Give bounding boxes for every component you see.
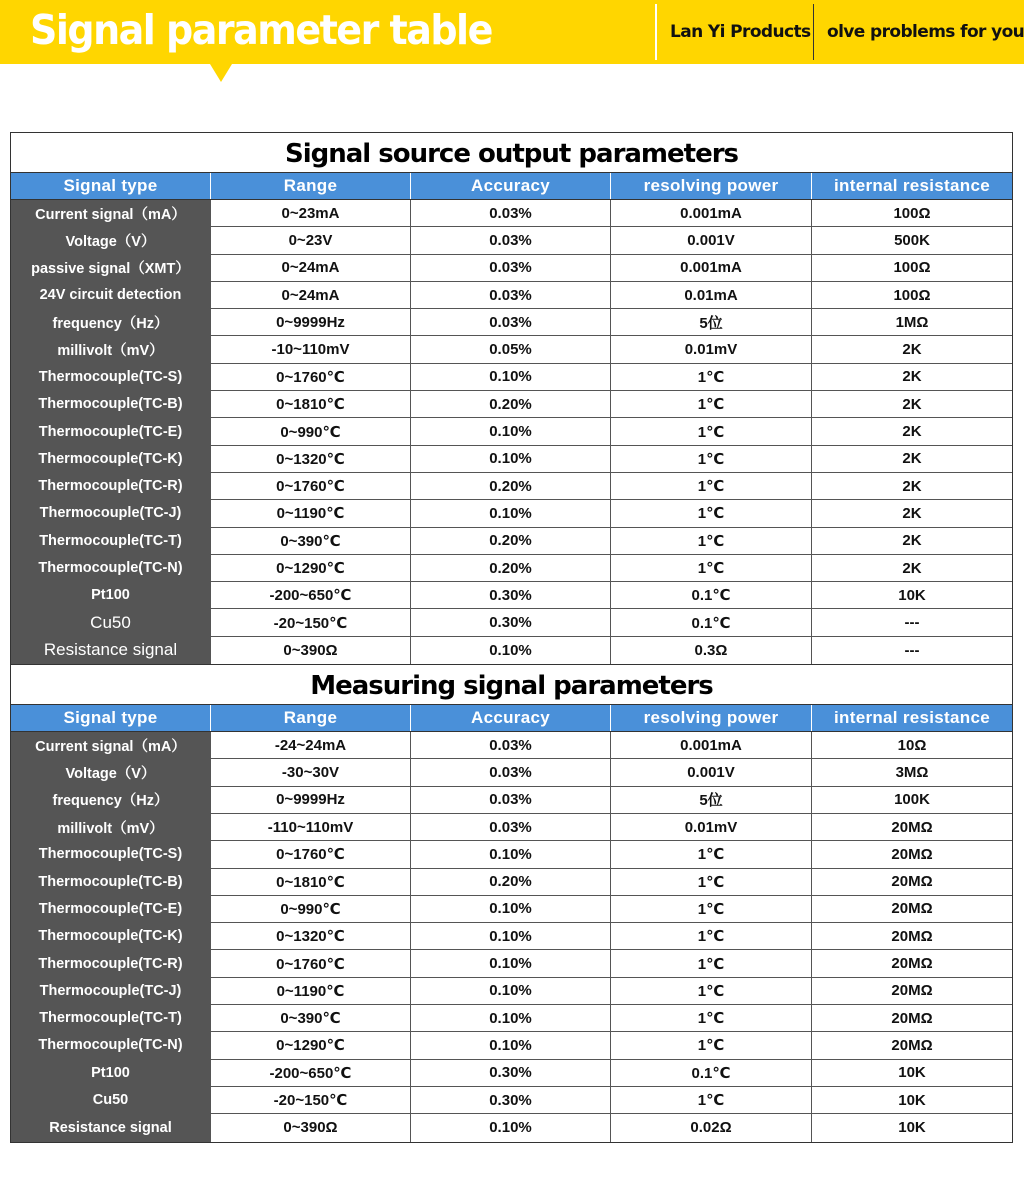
banner-divider — [813, 4, 814, 60]
table-cell: 0~1190℃ — [211, 500, 411, 526]
table-cell: 1℃ — [611, 869, 812, 895]
table-cell: 2K — [902, 477, 922, 495]
signal-type-cell: Voltage（V） — [11, 227, 211, 253]
table-cell: 0~1760℃ — [211, 950, 411, 976]
table-cell: 0~23mA — [211, 200, 411, 226]
table-cell: 10K — [898, 1064, 926, 1082]
table-cell: 20MΩ — [891, 1009, 933, 1027]
signal-type-cell: Resistance signal — [11, 1114, 211, 1141]
signal-type-cell: Pt100 — [11, 582, 211, 608]
signal-type-cell: Voltage（V） — [11, 759, 211, 785]
table-cell: 0.30% — [411, 1087, 611, 1113]
signal-type-cell: Thermocouple(TC-S) — [11, 841, 211, 867]
signal-type-cell: Thermocouple(TC-K) — [11, 923, 211, 949]
table-cell: -20~150℃ — [211, 1087, 411, 1113]
table-row — [11, 364, 1012, 391]
table-cell: 20MΩ — [891, 845, 933, 863]
table-cell: 100Ω — [893, 286, 931, 304]
table-cell: -30~30V — [211, 759, 411, 785]
table-cell: 100Ω — [893, 204, 931, 222]
table-cell: 1℃ — [611, 923, 812, 949]
table-cell: 0~9999Hz — [211, 787, 411, 813]
table-row — [11, 391, 1012, 418]
table-cell: 1℃ — [611, 1087, 812, 1113]
table-row — [11, 732, 1012, 759]
table-row — [11, 582, 1012, 609]
table-cell: 1℃ — [611, 500, 812, 526]
table-row — [11, 1087, 1012, 1114]
table-cell: 1℃ — [611, 446, 812, 472]
table-row — [11, 637, 1012, 664]
table-cell: 0~390℃ — [211, 1005, 411, 1031]
table-cell: 0~1290℃ — [211, 555, 411, 581]
table-cell: 0~990℃ — [211, 896, 411, 922]
table-header-row — [11, 705, 1012, 732]
table-cell: 0.10% — [411, 637, 611, 664]
source-table-body — [11, 200, 1012, 664]
table-cell: 0.1℃ — [611, 609, 812, 635]
table-row — [11, 336, 1012, 363]
table-cell: 100K — [894, 791, 930, 809]
table-cell: 1℃ — [611, 528, 812, 554]
table-cell: 0.03% — [411, 282, 611, 308]
signal-type-cell: Thermocouple(TC-J) — [11, 500, 211, 526]
table-row — [11, 255, 1012, 282]
column-header: Signal type — [11, 173, 211, 199]
table-row — [11, 528, 1012, 555]
table-row — [11, 609, 1012, 636]
table-cell: 0~1810℃ — [211, 391, 411, 417]
section-title-measure: Measuring signal parameters — [11, 664, 1012, 705]
column-header: Accuracy — [411, 705, 611, 731]
table-cell: -10~110mV — [211, 336, 411, 362]
table-row — [11, 500, 1012, 527]
signal-type-cell: Thermocouple(TC-E) — [11, 896, 211, 922]
table-row — [11, 1060, 1012, 1087]
table-cell: 1℃ — [611, 896, 812, 922]
table-cell: 2K — [902, 504, 922, 522]
table-cell: 20MΩ — [891, 818, 933, 836]
table-row — [11, 418, 1012, 445]
table-row — [11, 841, 1012, 868]
table-cell: 1℃ — [611, 364, 812, 390]
table-cell: 5位 — [611, 309, 812, 335]
column-header: internal resistance — [812, 173, 1012, 199]
table-cell: -110~110mV — [211, 814, 411, 840]
column-header: Accuracy — [411, 173, 611, 199]
table-row — [11, 1114, 1012, 1141]
table-cell: 0~24mA — [211, 282, 411, 308]
signal-type-cell: Resistance signal — [11, 637, 211, 664]
table-cell: 3MΩ — [895, 763, 929, 781]
table-cell: 500K — [894, 231, 930, 249]
table-row — [11, 1032, 1012, 1059]
table-row — [11, 309, 1012, 336]
table-cell: 0.001mA — [611, 732, 812, 758]
signal-type-cell: Current signal（mA） — [11, 732, 211, 758]
table-cell: 0.10% — [411, 896, 611, 922]
signal-type-cell: Cu50 — [11, 1087, 211, 1113]
table-cell: 0~1760℃ — [211, 364, 411, 390]
signal-type-cell: Thermocouple(TC-B) — [11, 391, 211, 417]
table-cell: 0.20% — [411, 473, 611, 499]
table-cell: 0.01mV — [611, 336, 812, 362]
table-cell: 20MΩ — [891, 927, 933, 945]
table-cell: 0~390Ω — [211, 637, 411, 664]
table-cell: 20MΩ — [891, 1036, 933, 1054]
table-row — [11, 200, 1012, 227]
signal-type-cell: Thermocouple(TC-J) — [11, 978, 211, 1004]
column-header: internal resistance — [812, 705, 1012, 731]
table-cell: 1℃ — [611, 418, 812, 444]
table-row — [11, 787, 1012, 814]
table-cell: 0.001V — [611, 759, 812, 785]
table-cell: 0~390℃ — [211, 528, 411, 554]
table-cell: 0.30% — [411, 609, 611, 635]
table-cell: 0~1320℃ — [211, 446, 411, 472]
table-cell: 0.30% — [411, 1060, 611, 1086]
table-cell: 0.001mA — [611, 200, 812, 226]
table-cell: 0.10% — [411, 950, 611, 976]
signal-type-cell: millivolt（mV） — [11, 814, 211, 840]
table-cell: 0~1760℃ — [211, 841, 411, 867]
table-cell: 2K — [902, 450, 922, 468]
table-cell: 0~1190℃ — [211, 978, 411, 1004]
table-cell: -24~24mA — [211, 732, 411, 758]
table-row — [11, 446, 1012, 473]
table-cell: 0.20% — [411, 869, 611, 895]
table-cell: 1℃ — [611, 841, 812, 867]
table-cell: 0.1℃ — [611, 1060, 812, 1086]
table-cell: 20MΩ — [891, 873, 933, 891]
table-cell: 1℃ — [611, 950, 812, 976]
table-cell: -20~150℃ — [211, 609, 411, 635]
table-cell: 0~1810℃ — [211, 869, 411, 895]
table-cell: 2K — [902, 341, 922, 359]
signal-type-cell: Pt100 — [11, 1060, 211, 1086]
brand-slogan: olve problems for you — [827, 22, 1024, 42]
table-cell: 0~1290℃ — [211, 1032, 411, 1058]
signal-type-cell: Thermocouple(TC-T) — [11, 1005, 211, 1031]
table-cell: 0.10% — [411, 446, 611, 472]
banner-pointer — [210, 64, 232, 82]
table-cell: --- — [904, 641, 920, 659]
table-cell: 2K — [902, 559, 922, 577]
table-cell: 0.10% — [411, 923, 611, 949]
table-row — [11, 473, 1012, 500]
table-cell: 0.20% — [411, 391, 611, 417]
table-cell: 2K — [902, 368, 922, 386]
signal-type-cell: Thermocouple(TC-R) — [11, 950, 211, 976]
table-cell: 0~390Ω — [211, 1114, 411, 1141]
table-cell: 0~23V — [211, 227, 411, 253]
signal-type-cell: frequency（Hz） — [11, 309, 211, 335]
parameter-table — [10, 132, 1013, 1143]
table-row — [11, 896, 1012, 923]
table-row — [11, 555, 1012, 582]
column-header: Signal type — [11, 705, 211, 731]
signal-type-cell: Thermocouple(TC-N) — [11, 555, 211, 581]
signal-type-cell: Thermocouple(TC-S) — [11, 364, 211, 390]
table-cell: 0.01mA — [611, 282, 812, 308]
table-cell: 0.03% — [411, 814, 611, 840]
banner-divider — [655, 4, 657, 60]
table-cell: 1℃ — [611, 391, 812, 417]
table-header-row — [11, 173, 1012, 200]
section-title-source: Signal source output parameters — [11, 133, 1012, 173]
table-cell: 0.03% — [411, 759, 611, 785]
signal-type-cell: Current signal（mA） — [11, 200, 211, 226]
table-row — [11, 227, 1012, 254]
signal-type-cell: Thermocouple(TC-E) — [11, 418, 211, 444]
signal-type-cell: 24V circuit detection — [11, 282, 211, 308]
signal-type-cell: Thermocouple(TC-K) — [11, 446, 211, 472]
table-cell: 0.02Ω — [611, 1114, 812, 1141]
table-cell: 0.10% — [411, 1005, 611, 1031]
measure-table-body — [11, 732, 1012, 1141]
table-row — [11, 978, 1012, 1005]
table-row — [11, 759, 1012, 786]
table-cell: 20MΩ — [891, 955, 933, 973]
table-cell: 10K — [898, 1091, 926, 1109]
page-title: Signal parameter table — [30, 6, 492, 54]
table-cell: -200~650℃ — [211, 1060, 411, 1086]
table-cell: 0.10% — [411, 978, 611, 1004]
table-cell: 100Ω — [893, 259, 931, 277]
table-cell: 10Ω — [897, 736, 927, 754]
table-cell: 0.20% — [411, 555, 611, 581]
table-cell: 0.03% — [411, 200, 611, 226]
table-cell: 0.10% — [411, 841, 611, 867]
table-cell: 5位 — [611, 787, 812, 813]
table-row — [11, 869, 1012, 896]
signal-type-cell: Thermocouple(TC-T) — [11, 528, 211, 554]
table-cell: 2K — [902, 423, 922, 441]
table-cell: 20MΩ — [891, 900, 933, 918]
table-cell: 0.03% — [411, 732, 611, 758]
column-header: resolving power — [611, 705, 812, 731]
table-cell: 20MΩ — [891, 982, 933, 1000]
table-cell: 0.001mA — [611, 255, 812, 281]
table-cell: 10K — [898, 1119, 926, 1137]
table-cell: 10K — [898, 586, 926, 604]
table-cell: 0.01mV — [611, 814, 812, 840]
signal-type-cell: Thermocouple(TC-N) — [11, 1032, 211, 1058]
signal-type-cell: passive signal（XMT） — [11, 255, 211, 281]
table-row — [11, 950, 1012, 977]
header-banner — [0, 0, 1024, 64]
table-cell: 2K — [902, 395, 922, 413]
table-cell: 0~1320℃ — [211, 923, 411, 949]
brand-name: Lan Yi Products — [670, 22, 811, 42]
table-cell: 0~1760℃ — [211, 473, 411, 499]
table-cell: 0.30% — [411, 582, 611, 608]
table-cell: 1℃ — [611, 473, 812, 499]
table-cell: 0.10% — [411, 364, 611, 390]
table-cell: 0.03% — [411, 255, 611, 281]
table-cell: 1℃ — [611, 978, 812, 1004]
table-cell: 0.03% — [411, 227, 611, 253]
table-cell: 0~24mA — [211, 255, 411, 281]
table-cell: 0.10% — [411, 500, 611, 526]
table-cell: 1℃ — [611, 555, 812, 581]
table-cell: 0.10% — [411, 1114, 611, 1141]
table-row — [11, 923, 1012, 950]
table-cell: 0.10% — [411, 1032, 611, 1058]
table-cell: 0~990℃ — [211, 418, 411, 444]
table-row — [11, 282, 1012, 309]
signal-type-cell: frequency（Hz） — [11, 787, 211, 813]
signal-type-cell: Thermocouple(TC-R) — [11, 473, 211, 499]
table-cell: --- — [904, 614, 920, 632]
table-cell: 1℃ — [611, 1032, 812, 1058]
table-cell: 0.3Ω — [611, 637, 812, 664]
table-cell: 0.03% — [411, 787, 611, 813]
table-cell: 0~9999Hz — [211, 309, 411, 335]
table-cell: 0.20% — [411, 528, 611, 554]
table-cell: 2K — [902, 532, 922, 550]
table-cell: 0.1℃ — [611, 582, 812, 608]
table-cell: 0.05% — [411, 336, 611, 362]
table-cell: -200~650℃ — [211, 582, 411, 608]
table-cell: 0.10% — [411, 418, 611, 444]
table-cell: 1℃ — [611, 1005, 812, 1031]
signal-type-cell: Cu50 — [11, 609, 211, 635]
table-cell: 1MΩ — [895, 313, 929, 331]
signal-type-cell: Thermocouple(TC-B) — [11, 869, 211, 895]
table-cell: 0.001V — [611, 227, 812, 253]
signal-type-cell: millivolt（mV） — [11, 336, 211, 362]
table-row — [11, 1005, 1012, 1032]
column-header: Range — [211, 705, 411, 731]
column-header: Range — [211, 173, 411, 199]
table-row — [11, 814, 1012, 841]
column-header: resolving power — [611, 173, 812, 199]
table-cell: 0.03% — [411, 309, 611, 335]
